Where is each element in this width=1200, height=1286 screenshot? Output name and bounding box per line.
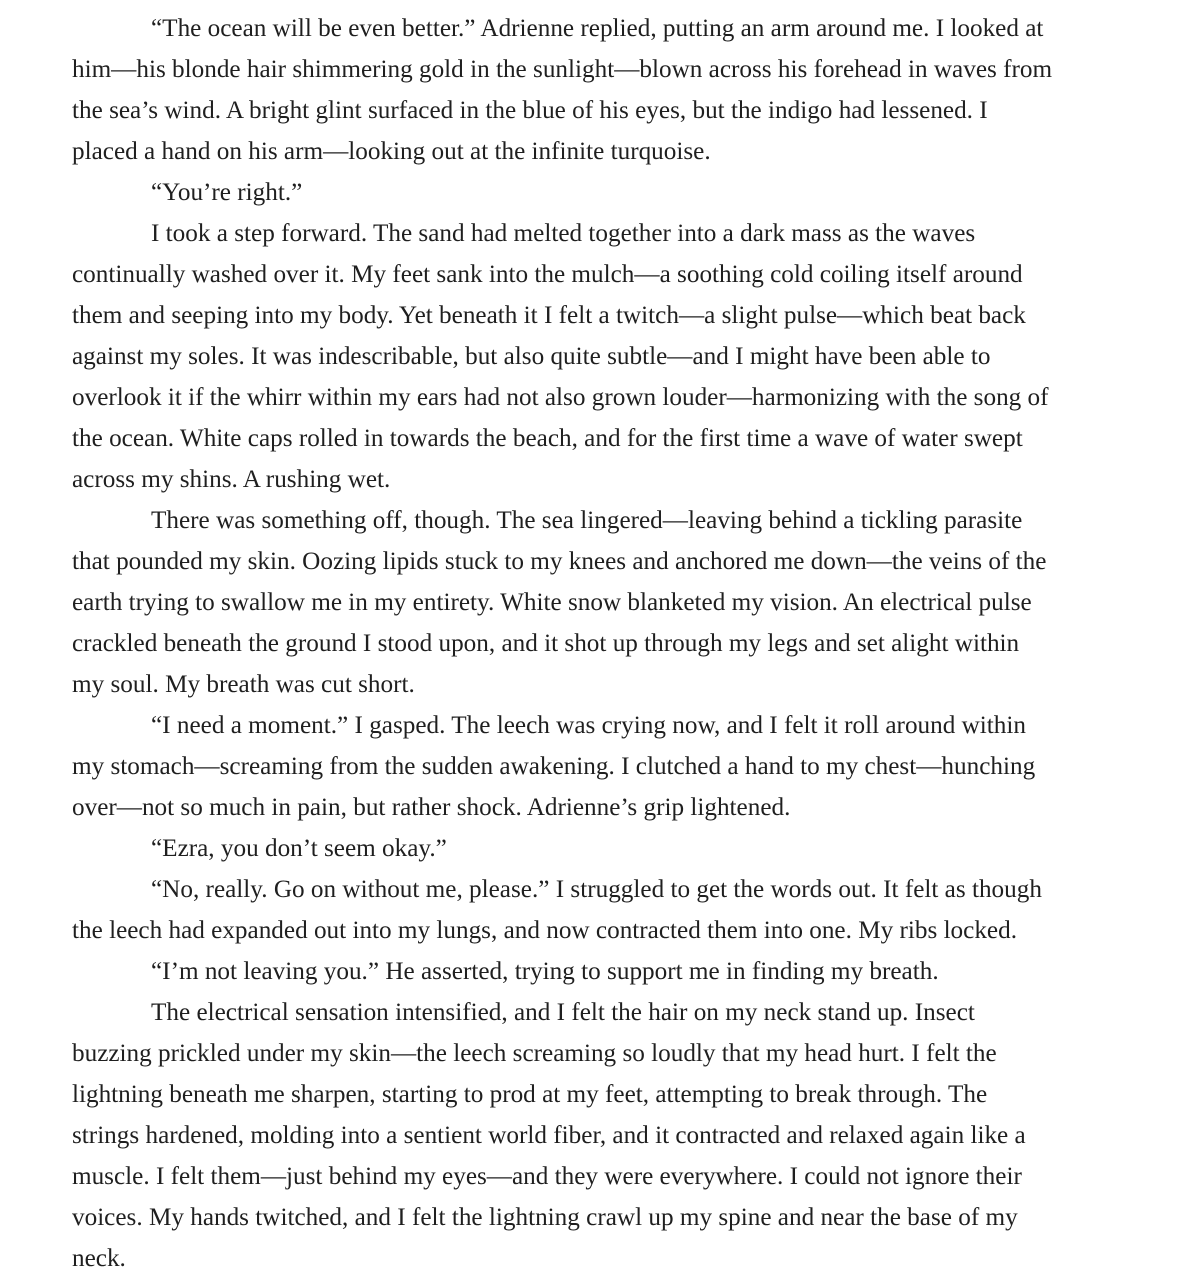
text-line: I took a step forward. The sand had melted together into a dark mass as the waves	[151, 220, 976, 247]
paragraph	[72, 213, 1112, 500]
text-line: “Ezra, you don’t seem okay.”	[151, 835, 447, 862]
paragraph	[72, 8, 1112, 172]
text-line: neck.	[72, 1245, 126, 1272]
text-line: him—his blonde hair shimmering gold in the sunlight—blown across his forehead in waves from	[72, 56, 1053, 83]
document-page	[72, 8, 1112, 1279]
paragraph	[72, 705, 1112, 828]
text-line: the leech had expanded out into my lungs, and now contracted them into one. My ribs locked.	[72, 917, 1017, 944]
paragraph	[72, 500, 1112, 705]
text-line: The electrical sensation intensified, and I felt the hair on my neck stand up. Insect	[151, 999, 975, 1026]
text-line: them and seeping into my body. Yet beneath it I felt a twitch—a slight pulse—which beat back	[72, 302, 1026, 329]
text-line: “The ocean will be even better.” Adrienne replied, putting an arm around me. I looked at	[151, 15, 1044, 42]
text-line: buzzing prickled under my skin—the leech screaming so loudly that my head hurt. I felt the	[72, 1040, 997, 1067]
text-line: muscle. I felt them—just behind my eyes—and they were everywhere. I could not ignore their	[72, 1163, 1022, 1190]
text-line: over—not so much in pain, but rather shock. Adrienne’s grip lightened.	[72, 794, 791, 821]
text-line: “You’re right.”	[151, 179, 303, 206]
text-line: that pounded my skin. Oozing lipids stuck to my knees and anchored me down—the veins of the	[72, 548, 1047, 575]
text-line: There was something off, though. The sea lingered—leaving behind a tickling parasite	[151, 507, 1023, 534]
text-line: the ocean. White caps rolled in towards the beach, and for the first time a wave of water swept	[72, 425, 1023, 452]
text-line: lightning beneath me sharpen, starting to prod at my feet, attempting to break through. The	[72, 1081, 988, 1108]
text-line: the sea’s wind. A bright glint surfaced in the blue of his eyes, but the indigo had lessened. I	[72, 97, 988, 124]
text-line: overlook it if the whirr within my ears had not also grown louder—harmonizing with the song of	[72, 384, 1049, 411]
text-line: “No, really. Go on without me, please.” I struggled to get the words out. It felt as though	[151, 876, 1042, 903]
text-line: against my soles. It was indescribable, but also quite subtle—and I might have been able to	[72, 343, 991, 370]
text-line: my soul. My breath was cut short.	[72, 671, 415, 698]
text-line: voices. My hands twitched, and I felt the lightning crawl up my spine and near the base of my	[72, 1204, 1018, 1231]
paragraph	[72, 172, 1112, 213]
paragraph	[72, 951, 1112, 992]
text-line: earth trying to swallow me in my entirety. White snow blanketed my vision. An electrical pulse	[72, 589, 1032, 616]
text-line: crackled beneath the ground I stood upon, and it shot up through my legs and set alight within	[72, 630, 1020, 657]
text-line: “I need a moment.” I gasped. The leech was crying now, and I felt it roll around within	[151, 712, 1026, 739]
text-line: strings hardened, molding into a sentient world fiber, and it contracted and relaxed again like a	[72, 1122, 1026, 1149]
text-line: my stomach—screaming from the sudden awakening. I clutched a hand to my chest—hunching	[72, 753, 1036, 780]
paragraph	[72, 828, 1112, 869]
paragraph	[72, 869, 1112, 951]
text-line: across my shins. A rushing wet.	[72, 466, 391, 493]
text-line: “I’m not leaving you.” He asserted, trying to support me in finding my breath.	[151, 958, 939, 985]
text-line: continually washed over it. My feet sank into the mulch—a soothing cold coiling itself around	[72, 261, 1023, 288]
text-line: placed a hand on his arm—looking out at the infinite turquoise.	[72, 138, 711, 165]
paragraph	[72, 992, 1112, 1279]
